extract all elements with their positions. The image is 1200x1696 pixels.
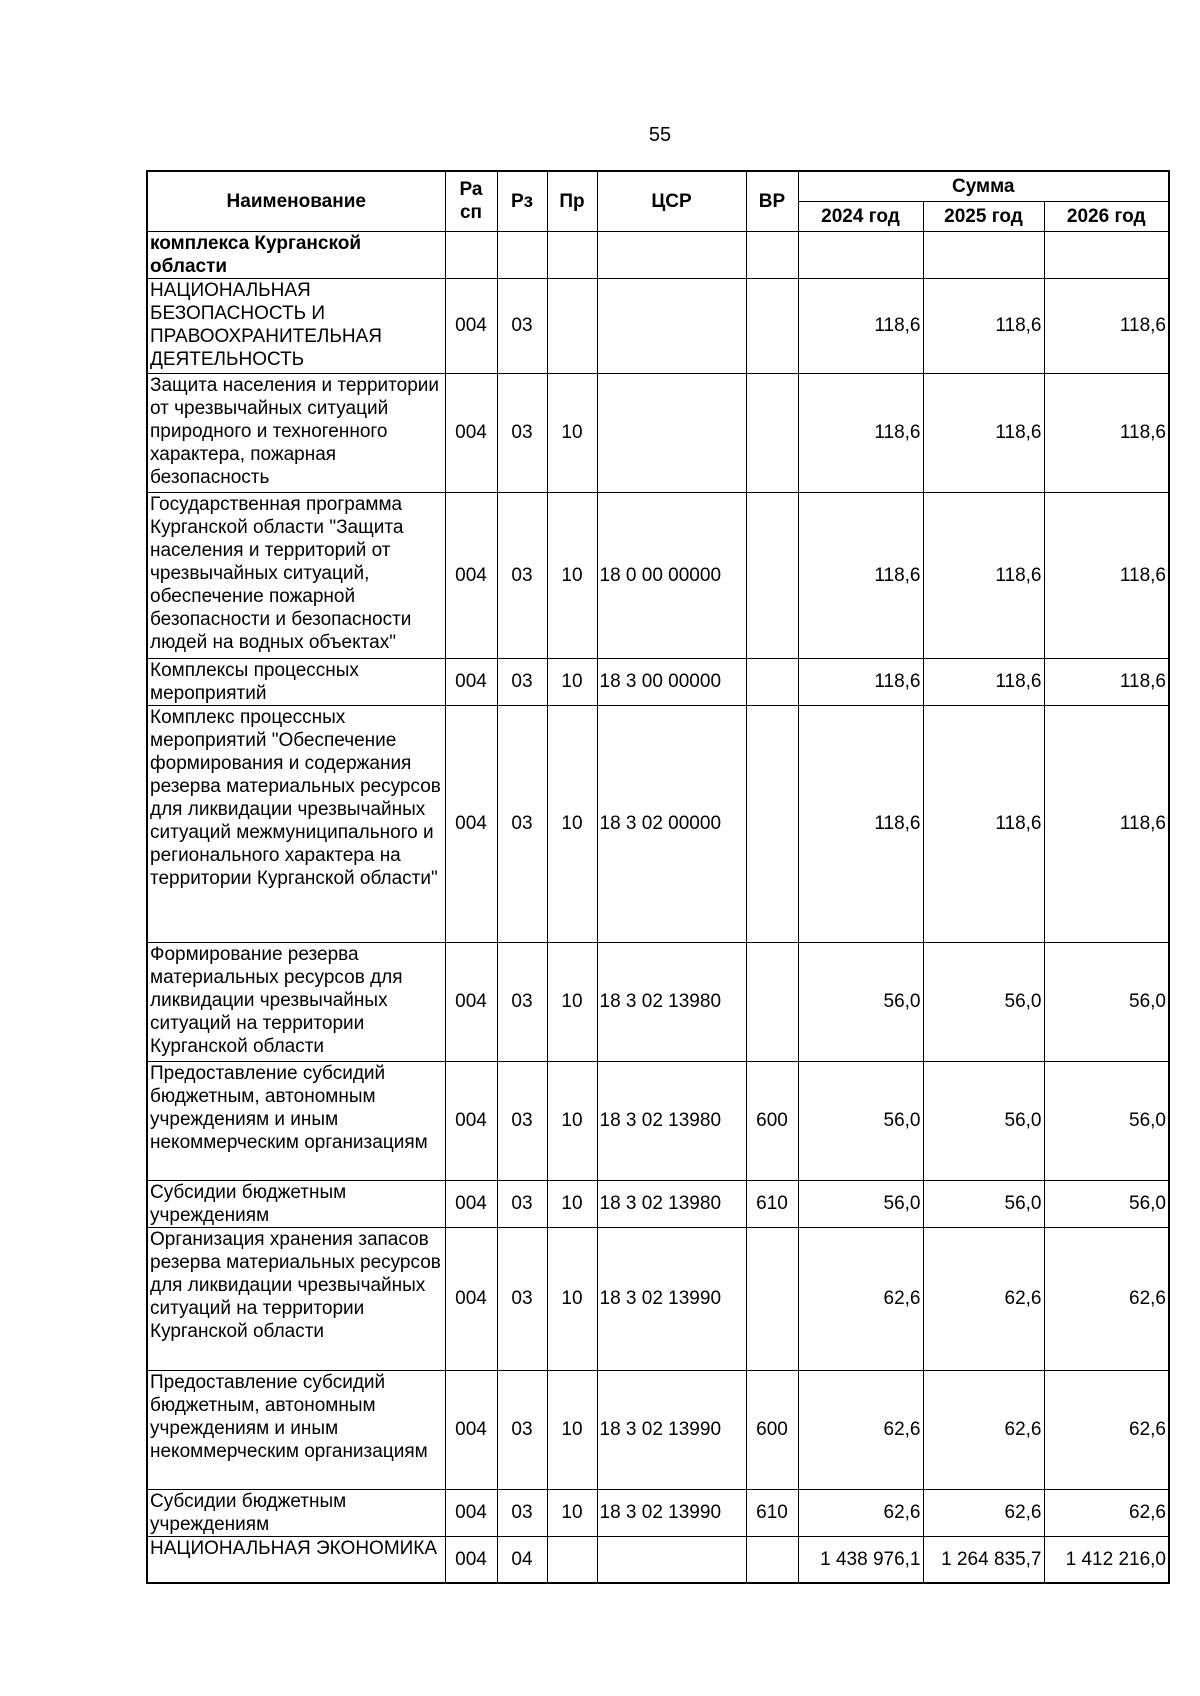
cell-rasp: 004 bbox=[445, 492, 497, 658]
cell-rz: 03 bbox=[497, 942, 547, 1061]
cell-rz: 03 bbox=[497, 1180, 547, 1227]
header-rz: Рз bbox=[497, 171, 547, 231]
cell-2025: 118,6 bbox=[923, 658, 1044, 705]
cell-rz: 03 bbox=[497, 658, 547, 705]
cell-rz: 03 bbox=[497, 1370, 547, 1489]
cell-2024: 118,6 bbox=[798, 492, 923, 658]
cell-rz: 03 bbox=[497, 373, 547, 492]
cell-vr: 600 bbox=[746, 1370, 798, 1489]
cell-rasp: 004 bbox=[445, 1489, 497, 1536]
cell-2026: 118,6 bbox=[1044, 373, 1169, 492]
cell-2025: 62,6 bbox=[923, 1489, 1044, 1536]
cell-csr: 18 3 02 00000 bbox=[597, 705, 746, 942]
cell-rz: 03 bbox=[497, 1227, 547, 1370]
cell-rz: 03 bbox=[497, 492, 547, 658]
cell-pr: 10 bbox=[547, 492, 597, 658]
cell-csr: 18 0 00 00000 bbox=[597, 492, 746, 658]
cell-pr bbox=[547, 231, 597, 278]
cell-rasp bbox=[445, 231, 497, 278]
cell-rz: 03 bbox=[497, 1489, 547, 1536]
cell-rz: 03 bbox=[497, 1061, 547, 1180]
cell-pr bbox=[547, 278, 597, 373]
cell-name: Защита населения и территории от чрезвычайных ситуаций природного и техногенного характера, пожарная безопасность bbox=[147, 373, 445, 492]
cell-vr: 600 bbox=[746, 1061, 798, 1180]
cell-2025: 118,6 bbox=[923, 492, 1044, 658]
budget-table bbox=[146, 170, 1170, 1584]
cell-vr bbox=[746, 278, 798, 373]
cell-pr: 10 bbox=[547, 1227, 597, 1370]
cell-2025: 62,6 bbox=[923, 1370, 1044, 1489]
cell-name: Субсидии бюджетным учреждениям bbox=[147, 1180, 445, 1227]
cell-2026: 118,6 bbox=[1044, 492, 1169, 658]
cell-2024: 62,6 bbox=[798, 1489, 923, 1536]
cell-rasp: 004 bbox=[445, 942, 497, 1061]
cell-2024: 1 438 976,1 bbox=[798, 1536, 923, 1583]
table-row bbox=[147, 1227, 1169, 1370]
cell-name: НАЦИОНАЛЬНАЯ БЕЗОПАСНОСТЬ И ПРАВООХРАНИТЕЛЬНАЯ ДЕЯТЕЛЬНОСТЬ bbox=[147, 278, 445, 373]
table-row bbox=[147, 492, 1169, 658]
cell-pr: 10 bbox=[547, 705, 597, 942]
cell-rz bbox=[497, 231, 547, 278]
cell-csr: 18 3 02 13980 bbox=[597, 1180, 746, 1227]
cell-2025: 118,6 bbox=[923, 278, 1044, 373]
cell-rasp: 004 bbox=[445, 278, 497, 373]
table-row bbox=[147, 1536, 1169, 1583]
cell-name: Предоставление субсидий бюджетным, автономным учреждениям и иным некоммерческим организациям bbox=[147, 1061, 445, 1180]
cell-rasp: 004 bbox=[445, 1227, 497, 1370]
cell-2024 bbox=[798, 231, 923, 278]
cell-pr: 10 bbox=[547, 1489, 597, 1536]
cell-rasp: 004 bbox=[445, 658, 497, 705]
table-row bbox=[147, 1061, 1169, 1180]
cell-2026: 118,6 bbox=[1044, 658, 1169, 705]
table-row bbox=[147, 705, 1169, 942]
cell-vr bbox=[746, 1227, 798, 1370]
cell-vr bbox=[746, 658, 798, 705]
page-number: 55 bbox=[648, 124, 672, 146]
cell-csr bbox=[597, 373, 746, 492]
cell-name: НАЦИОНАЛЬНАЯ ЭКОНОМИКА bbox=[147, 1536, 445, 1583]
cell-2024: 118,6 bbox=[798, 278, 923, 373]
header-year-2024: 2024 год bbox=[798, 201, 923, 231]
cell-vr bbox=[746, 231, 798, 278]
cell-rz: 03 bbox=[497, 705, 547, 942]
cell-csr: 18 3 02 13980 bbox=[597, 1061, 746, 1180]
cell-vr bbox=[746, 705, 798, 942]
cell-2025: 56,0 bbox=[923, 1180, 1044, 1227]
table-row bbox=[147, 231, 1169, 278]
cell-name: Комплекс процессных мероприятий "Обеспечение формирования и содержания резерва материальных ресурсов для ликвидации чрезвычайных ситуаций межмуниципального и регионального характера на территории Курганской области" bbox=[147, 705, 445, 942]
header-vr: ВР bbox=[746, 171, 798, 231]
cell-2026: 118,6 bbox=[1044, 705, 1169, 942]
cell-csr bbox=[597, 278, 746, 373]
cell-2026: 62,6 bbox=[1044, 1370, 1169, 1489]
header-pr: Пр bbox=[547, 171, 597, 231]
cell-pr: 10 bbox=[547, 942, 597, 1061]
cell-2025: 1 264 835,7 bbox=[923, 1536, 1044, 1583]
cell-csr: 18 3 02 13990 bbox=[597, 1489, 746, 1536]
cell-pr: 10 bbox=[547, 1061, 597, 1180]
header-year-2025: 2025 год bbox=[923, 201, 1044, 231]
cell-2024: 56,0 bbox=[798, 1061, 923, 1180]
cell-2024: 62,6 bbox=[798, 1370, 923, 1489]
cell-vr: 610 bbox=[746, 1489, 798, 1536]
header-sum: Сумма bbox=[798, 171, 1169, 201]
table-header bbox=[147, 171, 1169, 231]
cell-csr: 18 3 02 13990 bbox=[597, 1227, 746, 1370]
cell-pr: 10 bbox=[547, 1370, 597, 1489]
cell-name: Формирование резерва материальных ресурсов для ликвидации чрезвычайных ситуаций на территории Курганской области bbox=[147, 942, 445, 1061]
table-row bbox=[147, 658, 1169, 705]
cell-pr: 10 bbox=[547, 373, 597, 492]
cell-2026: 62,6 bbox=[1044, 1227, 1169, 1370]
cell-rz: 03 bbox=[497, 278, 547, 373]
cell-vr bbox=[746, 942, 798, 1061]
cell-vr bbox=[746, 1536, 798, 1583]
cell-rz: 04 bbox=[497, 1536, 547, 1583]
cell-rasp: 004 bbox=[445, 1061, 497, 1180]
header-rasp: Ра сп bbox=[445, 171, 497, 231]
cell-rasp: 004 bbox=[445, 705, 497, 942]
table-row bbox=[147, 373, 1169, 492]
cell-name: Субсидии бюджетным учреждениям bbox=[147, 1489, 445, 1536]
cell-2026 bbox=[1044, 231, 1169, 278]
cell-csr: 18 3 02 13980 bbox=[597, 942, 746, 1061]
cell-2026: 56,0 bbox=[1044, 942, 1169, 1061]
table-row bbox=[147, 1370, 1169, 1489]
cell-2025: 118,6 bbox=[923, 373, 1044, 492]
cell-pr: 10 bbox=[547, 1180, 597, 1227]
cell-rasp: 004 bbox=[445, 373, 497, 492]
cell-2025: 62,6 bbox=[923, 1227, 1044, 1370]
cell-vr: 610 bbox=[746, 1180, 798, 1227]
cell-rasp: 004 bbox=[445, 1370, 497, 1489]
cell-name: Организация хранения запасов резерва материальных ресурсов для ликвидации чрезвычайных ситуаций на территории Курганской области bbox=[147, 1227, 445, 1370]
cell-2024: 118,6 bbox=[798, 658, 923, 705]
cell-csr: 18 3 00 00000 bbox=[597, 658, 746, 705]
table-row bbox=[147, 1489, 1169, 1536]
cell-2024: 118,6 bbox=[798, 705, 923, 942]
table-body bbox=[147, 231, 1169, 1583]
cell-name: Комплексы процессных мероприятий bbox=[147, 658, 445, 705]
cell-2024: 56,0 bbox=[798, 1180, 923, 1227]
table-row bbox=[147, 942, 1169, 1061]
header-name: Наименование bbox=[147, 171, 445, 231]
cell-2026: 56,0 bbox=[1044, 1061, 1169, 1180]
cell-pr: 10 bbox=[547, 658, 597, 705]
cell-vr bbox=[746, 492, 798, 658]
cell-2026: 56,0 bbox=[1044, 1180, 1169, 1227]
cell-2026: 1 412 216,0 bbox=[1044, 1536, 1169, 1583]
cell-vr bbox=[746, 373, 798, 492]
cell-name: комплекса Курганской области bbox=[147, 231, 445, 278]
cell-2024: 118,6 bbox=[798, 373, 923, 492]
cell-csr bbox=[597, 1536, 746, 1583]
cell-2024: 62,6 bbox=[798, 1227, 923, 1370]
cell-2025: 118,6 bbox=[923, 705, 1044, 942]
cell-2026: 118,6 bbox=[1044, 278, 1169, 373]
table-row bbox=[147, 278, 1169, 373]
header-year-2026: 2026 год bbox=[1044, 201, 1169, 231]
cell-2025 bbox=[923, 231, 1044, 278]
cell-2025: 56,0 bbox=[923, 942, 1044, 1061]
header-csr: ЦСР bbox=[597, 171, 746, 231]
cell-name: Государственная программа Курганской области "Защита населения и территорий от чрезвычайных ситуаций, обеспечение пожарной безопасности и безопасности людей на водных объектах" bbox=[147, 492, 445, 658]
cell-2024: 56,0 bbox=[798, 942, 923, 1061]
cell-csr bbox=[597, 231, 746, 278]
table-row bbox=[147, 1180, 1169, 1227]
cell-rasp: 004 bbox=[445, 1180, 497, 1227]
cell-csr: 18 3 02 13990 bbox=[597, 1370, 746, 1489]
cell-2025: 56,0 bbox=[923, 1061, 1044, 1180]
cell-pr bbox=[547, 1536, 597, 1583]
cell-rasp: 004 bbox=[445, 1536, 497, 1583]
cell-name: Предоставление субсидий бюджетным, автономным учреждениям и иным некоммерческим организациям bbox=[147, 1370, 445, 1489]
cell-2026: 62,6 bbox=[1044, 1489, 1169, 1536]
